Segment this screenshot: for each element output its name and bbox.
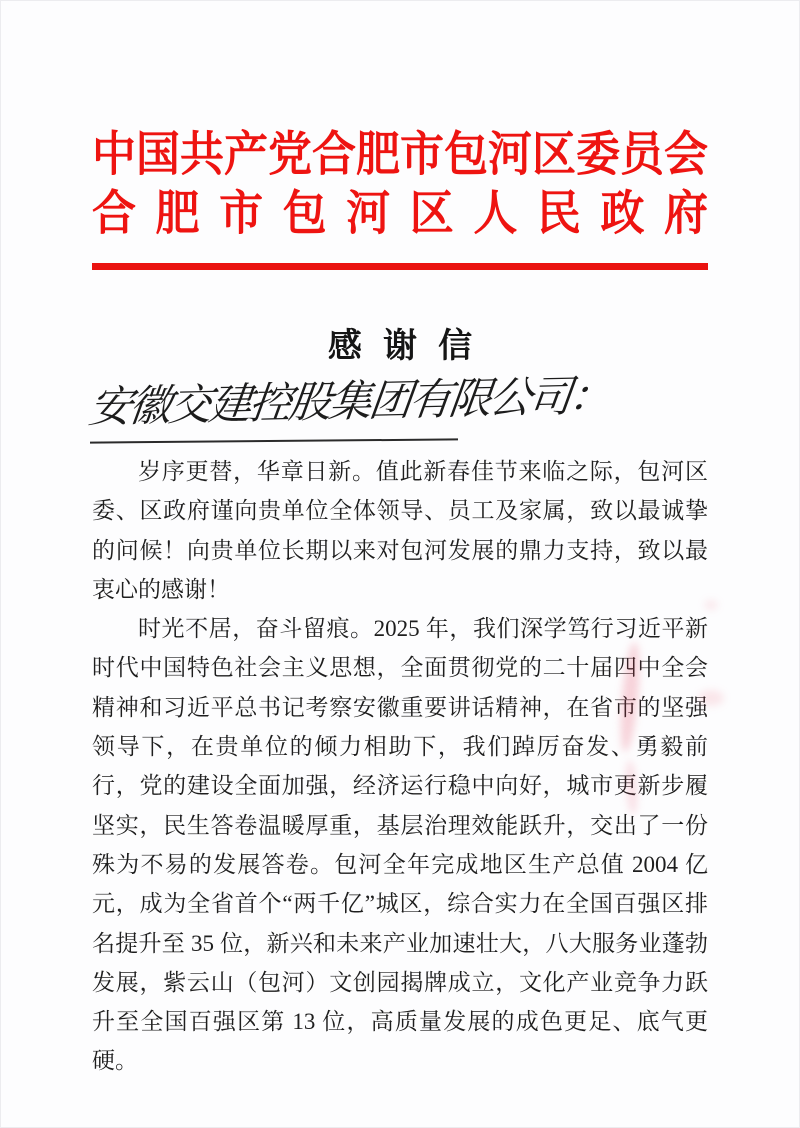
letterhead-line-party-committee: 中国共产党合肥市包河区委员会 (92, 128, 708, 182)
letter-body (92, 452, 708, 1081)
paragraph-new-year-greeting: 岁序更替，华章日新。值此新春佳节来临之际，包河区委、区政府谨向贵单位全体领导、员工及家属，致以最诚挚的问候！向贵单位长期以来对包河发展的鼎力支持，致以最衷心的感谢！ (92, 459, 708, 602)
red-divider-rule (92, 263, 708, 270)
handwriting-underline-stroke (90, 438, 458, 443)
letterhead (92, 124, 708, 242)
letterhead-line-government: 合肥市包河区人民政府 (92, 187, 708, 241)
paragraph-annual-review: 时光不居，奋斗留痕。2025 年，我们深学笃行习近平新时代中国特色社会主义思想，全面贯彻党的二十届四中全会精神和习近平总书记考察安徽重要讲话精神，在省市的坚强领导下，在贵单位的倾力相助下，我们踔厉奋发、勇毅前行，党的建设全面加强，经济运行稳中向好，城市更新步履坚实，民生答卷温暖厚重，基层治理效能跃升，交出了一份殊为不易的发展答卷。包河全年完成地区生产总值 2004 亿元，成为全省首个“两千亿”城区，综合实力在全国百强区排名提升至 35 位，新兴和未来产业加速壮大，八大服务业蓬勃发展，紫云山（包河）文创园揭牌成立，文化产业竞争力跃升至全国百强区第 13 位，高质量发展的成色更足、底气更硬。 (92, 616, 708, 1074)
recipient-handwritten-name: 安徽交建控股集团有限公司： (86, 373, 612, 432)
letter-title: 感谢信 (327, 328, 494, 365)
